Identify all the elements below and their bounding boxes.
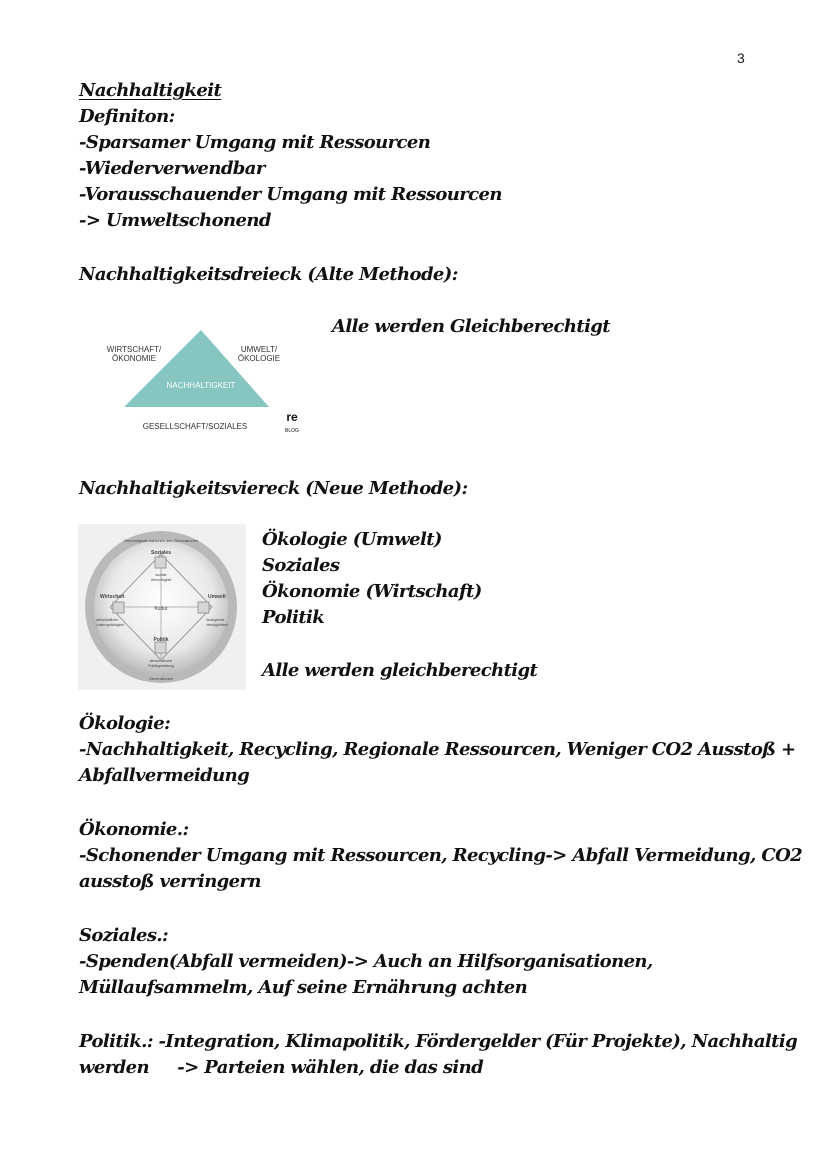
cube-bottom [155, 642, 166, 653]
triangle-left-label: WIRTSCHAFT/ ÖKONOMIE [106, 345, 162, 363]
square-item: Ökologie (Umwelt) [262, 529, 442, 550]
definition-line: -Sparsamer Umgang mit Ressourcen [79, 132, 431, 153]
wheel-top-sub-1: soziale [155, 573, 167, 577]
wheel-right-label: Umwelt [208, 594, 226, 600]
cube-right [198, 602, 209, 613]
definition-line: -Wiederverwendbar [79, 158, 265, 179]
definition-line: -> Umweltschonend [79, 210, 271, 231]
square-item: Soziales [262, 555, 340, 576]
wheel-center-label: Kultur [154, 606, 168, 612]
wheel-bottom-sub-2: Politikgestaltung [148, 664, 174, 668]
oekonomie-line: ausstoß verringern [79, 871, 261, 892]
triangle-note: Alle werden Gleichberechtigt [332, 316, 611, 337]
cube-top [155, 557, 166, 568]
page-title: Nachhaltigkeit [79, 80, 222, 101]
oekologie-heading: Ökologie: [79, 713, 171, 734]
triangle-shape [124, 330, 269, 407]
square-heading: Nachhaltigkeitsviereck (Neue Methode): [79, 478, 468, 499]
wheel-top-label: Soziales [150, 550, 172, 556]
wheel-left-sub-2: Leistungsfähigkeit [96, 623, 125, 627]
wheel-right-sub-2: Verträglichkeit [206, 623, 228, 627]
triangle-center-label: NACHHALTIGKEIT [166, 381, 236, 390]
reblog-logo: re BLOG [285, 410, 299, 434]
definition-heading: Definiton: [79, 106, 175, 127]
oekonomie-line: -Schonender Umgang mit Ressourcen, Recycling-> Abfall Vermeidung, CO2 [79, 845, 803, 866]
definition-line: -Vorausschauender Umgang mit Ressourcen [79, 184, 502, 205]
ring-top-label: Gerechtigkeit zwischen den Generationen [123, 538, 199, 543]
square-note: Alle werden gleichberechtigt [262, 660, 538, 681]
triangle-right-label: UMWELT/ ÖKOLOGIE [237, 345, 281, 363]
square-item: Ökonomie (Wirtschaft) [262, 581, 482, 602]
soziales-line: Müllaufsammelm, Auf seine Ernährung achten [79, 977, 528, 998]
triangle-bottom-label: GESELLSCHAFT/SOZIALES [142, 422, 248, 431]
square-graphic [78, 524, 246, 690]
oekonomie-heading: Ökonomie.: [79, 819, 189, 840]
soziales-heading: Soziales.: [79, 925, 169, 946]
oekologie-line: Abfallvermeidung [79, 765, 250, 786]
wheel-left-sub-1: wirtschaftliche [96, 618, 118, 622]
sustainability-square-figure [78, 524, 246, 690]
wheel-left-label: Wirtschaft [100, 594, 125, 600]
wheel-right-sub-1: ökologische [206, 618, 225, 622]
page-number: 3 [737, 50, 745, 66]
politik-line: Politik.: -Integration, Klimapolitik, Fördergelder (Für Projekte), Nachhaltig [79, 1031, 798, 1052]
cube-left [113, 602, 124, 613]
square-item: Politik [262, 607, 325, 628]
triangle-heading: Nachhaltigkeitsdreieck (Alte Methode): [79, 264, 458, 285]
oekologie-line: -Nachhaltigkeit, Recycling, Regionale Ressourcen, Weniger CO2 Ausstoß + [79, 739, 796, 760]
soziales-line: -Spenden(Abfall vermeiden)-> Auch an Hilfsorganisationen, [79, 951, 653, 972]
sustainability-triangle-figure [90, 328, 320, 436]
wheel-bottom-sub-1: demokratische [149, 659, 173, 663]
wheel-bottom-label: Politik [153, 637, 169, 643]
wheel-top-sub-2: Gerechtigkeit [150, 578, 172, 582]
politik-line: werden -> Parteien wählen, die das sind [79, 1057, 484, 1078]
ring-bottom-label: Generationen [148, 676, 174, 681]
